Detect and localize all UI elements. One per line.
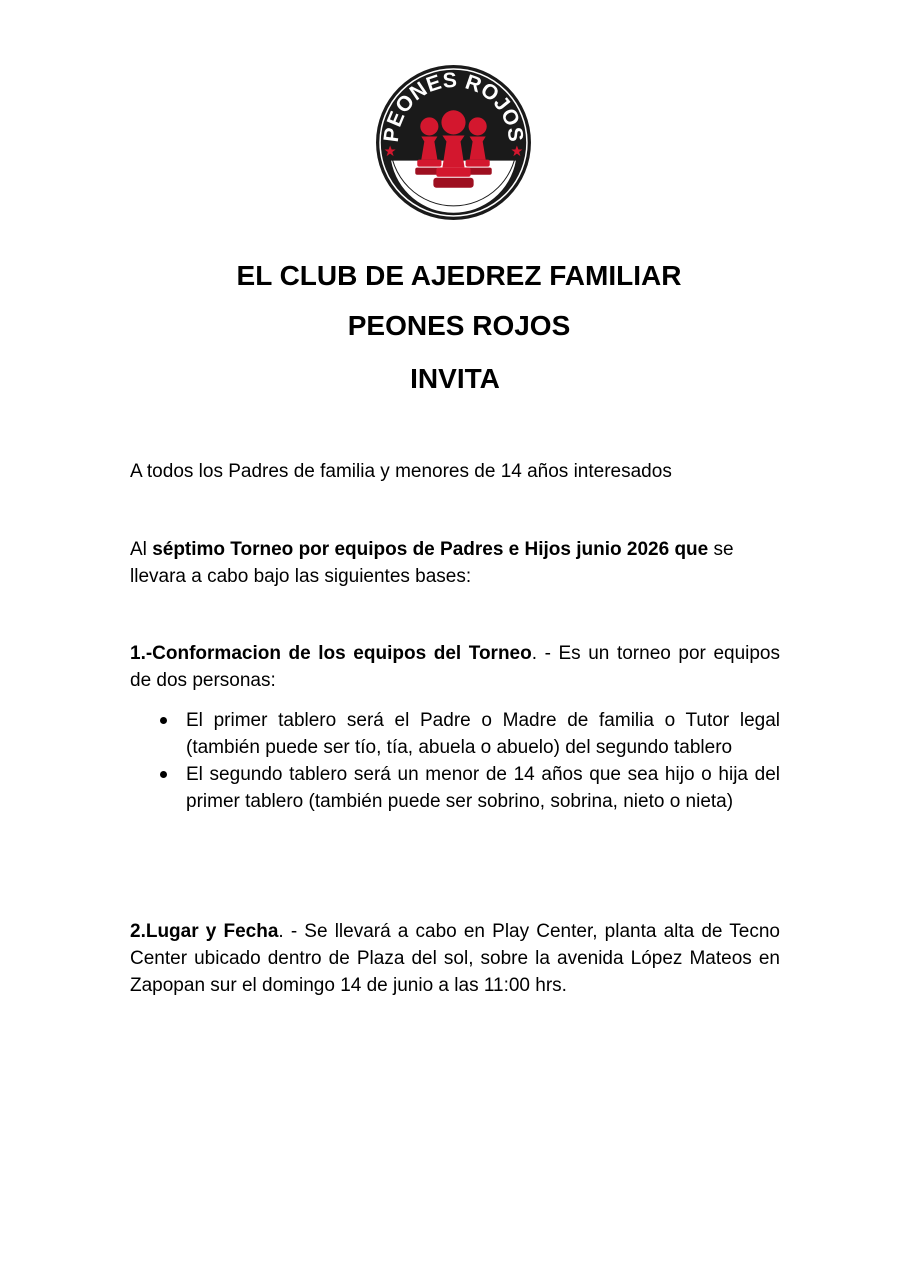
- section-1-bullet-list: [130, 707, 780, 815]
- intro-paragraph: A todos los Padres de familia y menores de 14 años interesados: [130, 461, 672, 482]
- bullet-dot-icon: [160, 771, 167, 778]
- heading-line-2: PEONES ROJOS: [347, 310, 571, 341]
- heading-line-1: EL CLUB DE AJEDREZ FAMILIAR: [236, 260, 682, 291]
- section-1-paragraph: [130, 640, 780, 694]
- invitation-bold-text: séptimo Torneo por equipos de Padres e Hijos junio 2026 que: [152, 539, 709, 560]
- list-item: [130, 707, 780, 761]
- list-item: [130, 761, 780, 815]
- bullet-text: El segundo tablero será un menor de 14 años que sea hijo o hija del primer tablero (también puede ser sobrino, sobrina, nieto o nieta): [186, 764, 780, 812]
- peones-rojos-logo: [373, 62, 534, 223]
- heading-line-3: INVITA: [410, 363, 500, 394]
- section-2-paragraph: [130, 918, 780, 999]
- section-1-text: . - Es un torneo por equipos de dos personas:: [130, 643, 780, 691]
- invitation-prefix: Al: [130, 539, 153, 560]
- section-2-heading: 2.Lugar y Fecha: [130, 921, 279, 942]
- section-1-heading: 1.-Conformacion de los equipos del Torneo: [130, 643, 532, 664]
- invitation-paragraph: [130, 536, 780, 590]
- bullet-text: El primer tablero será el Padre o Madre de familia o Tutor legal (también puede ser tío, tía, abuela o abuelo) del segundo tablero: [186, 710, 780, 758]
- invitation-rest: se llevara a cabo bajo las siguientes bases:: [130, 539, 734, 587]
- bullet-dot-icon: [160, 717, 167, 724]
- svg-text:PEONES ROJOS: PEONES ROJOS: [379, 68, 528, 144]
- section-2-text: . - Se llevará a cabo en Play Center, planta alta de Tecno Center ubicado dentro de Plaza del sol, sobre la avenida López Mateos en Zapopan sur el domingo 14 de junio a las 11:00 hrs.: [130, 921, 780, 996]
